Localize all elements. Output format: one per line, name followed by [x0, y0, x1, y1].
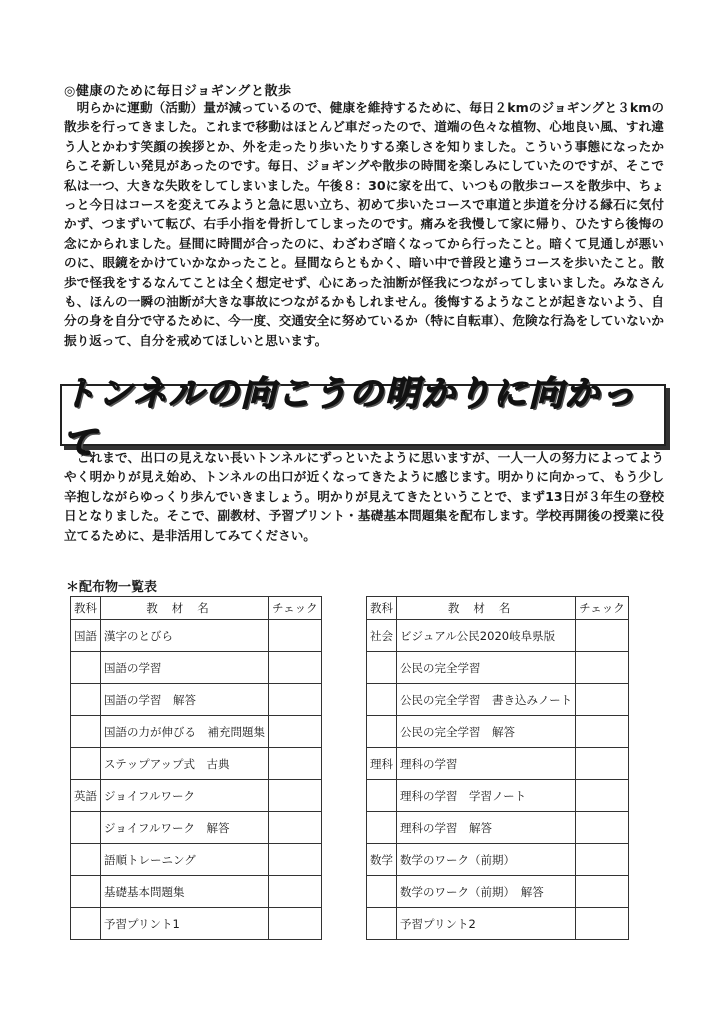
subject-cell [71, 844, 101, 876]
material-cell: 国語の力が伸びる 補充問題集 [101, 716, 269, 748]
table-row [367, 748, 629, 780]
subject-cell [71, 716, 101, 748]
header-material: 教材名 [101, 597, 269, 620]
subject-cell [71, 684, 101, 716]
tunnel-paragraph: これまで、出口の見えない長いトンネルにずっといたように思いますが、一人一人の努力によってようやく明かりが見え始め、トンネルの出口が近くなってきたように感じます。明かりに向かって、もう少し辛抱しながらゆっくり歩んでいきましょう。明かりが見えてきたということで、まず13日が３年生の登校日となりました。そこで、副教材、予習プリント・基礎基本問題集を配布します。学校再開後の授業に役立てるために、是非活用してみてください。 [64, 450, 664, 543]
check-cell[interactable] [269, 748, 322, 780]
material-cell: 公民の完全学習 解答 [397, 716, 576, 748]
table-row [71, 876, 322, 908]
banner-box [60, 374, 666, 463]
subject-cell: 国語 [71, 620, 101, 652]
material-cell: 語順トレーニング [101, 844, 269, 876]
material-cell: 国語の学習 [101, 652, 269, 684]
table-row [367, 876, 629, 908]
distribution-table-left [70, 596, 322, 940]
distribution-list-heading: ＊配布物一覧表 [66, 580, 158, 595]
table-row [71, 716, 322, 748]
check-cell[interactable] [269, 716, 322, 748]
check-cell[interactable] [576, 876, 629, 908]
check-cell[interactable] [576, 716, 629, 748]
table-row [71, 620, 322, 652]
subject-cell: 社会 [367, 620, 397, 652]
material-cell: ジョイフルワーク 解答 [101, 812, 269, 844]
subject-cell [367, 684, 397, 716]
check-cell[interactable] [576, 780, 629, 812]
material-cell: 国語の学習 解答 [101, 684, 269, 716]
subject-cell [367, 652, 397, 684]
subject-cell: 数学 [367, 844, 397, 876]
check-cell[interactable] [269, 780, 322, 812]
subject-cell [367, 812, 397, 844]
table-row [71, 812, 322, 844]
check-cell[interactable] [576, 620, 629, 652]
table-row [367, 620, 629, 652]
material-cell: 予習プリント1 [101, 908, 269, 940]
check-cell[interactable] [576, 908, 629, 940]
material-cell: ジョイフルワーク [101, 780, 269, 812]
table-row [71, 780, 322, 812]
table-row [71, 748, 322, 780]
table-row [367, 812, 629, 844]
subject-cell: 英語 [71, 780, 101, 812]
header-check: チェック [576, 597, 629, 620]
check-cell[interactable] [269, 844, 322, 876]
table-header-row [71, 597, 322, 620]
material-cell: 基礎基本問題集 [101, 876, 269, 908]
header-check: チェック [269, 597, 322, 620]
table-row [71, 844, 322, 876]
table-header-row [367, 597, 629, 620]
table-row [367, 652, 629, 684]
material-cell: 理科の学習 学習ノート [397, 780, 576, 812]
material-cell: 理科の学習 [397, 748, 576, 780]
material-cell: 漢字のとびら [101, 620, 269, 652]
check-cell[interactable] [269, 652, 322, 684]
subject-cell [367, 780, 397, 812]
check-cell[interactable] [576, 844, 629, 876]
subject-cell [71, 812, 101, 844]
table-row [367, 780, 629, 812]
material-cell: 数学のワーク（前期） [397, 844, 576, 876]
subject-cell [71, 908, 101, 940]
table-row [367, 716, 629, 748]
material-cell: 理科の学習 解答 [397, 812, 576, 844]
table-row [71, 908, 322, 940]
left-table-body [71, 620, 322, 940]
material-cell: 公民の完全学習 [397, 652, 576, 684]
material-cell: ステップアップ式 古典 [101, 748, 269, 780]
check-cell[interactable] [576, 684, 629, 716]
right-table-body [367, 620, 629, 940]
check-cell[interactable] [269, 908, 322, 940]
section-heading-health: ◎健康のために毎日ジョギングと散歩 [64, 84, 292, 99]
check-cell[interactable] [269, 812, 322, 844]
header-subject: 教科 [367, 597, 397, 620]
header-subject: 教科 [71, 597, 101, 620]
check-cell[interactable] [269, 876, 322, 908]
check-cell[interactable] [576, 812, 629, 844]
check-cell[interactable] [576, 652, 629, 684]
subject-cell [71, 652, 101, 684]
check-cell[interactable] [576, 748, 629, 780]
distribution-table-right [366, 596, 629, 940]
check-cell[interactable] [269, 620, 322, 652]
header-material: 教材名 [397, 597, 576, 620]
table-row [71, 684, 322, 716]
subject-cell [367, 716, 397, 748]
subject-cell [367, 876, 397, 908]
table-row [71, 652, 322, 684]
table-row [367, 908, 629, 940]
check-cell[interactable] [269, 684, 322, 716]
table-row [367, 844, 629, 876]
health-paragraph: 明らかに運動（活動）量が減っているので、健康を維持するために、毎日２kmのジョギングと３kmの散歩を行ってきました。これまで移動はほとんど車だったので、道端の色々な植物、心地良い風、すれ違う人とかわす笑顔の挨拶とか、外を走ったり歩いたりする楽しさを知りました。こういう事態になったからこそ新しい発見があったのです。毎日、ジョギングや散歩の時間を楽しみにしていたのですが、そこで私は一つ、大きな失敗をしてしまいました。午後８：30に家を出て、いつもの散歩コースを散歩中、ちょっと今日はコースを変えてみようと急に思い立ち、初めて歩いたコースで車道と歩道を分ける縁石に気付かず、つまずいて転び、右手小指を骨折してしまったのです。痛みを我慢して家に帰り、ひたすら後悔の念にかられました。昼間に時間が合ったのに、わざわざ暗くなってから行ったこと。暗くて見通しが悪いのに、眼鏡をかけていかなかったこと。昼間ならともかく、暗い中で普段と違うコースを歩いたこと。散歩で怪我をするなんてことは全く想定せず、心にあった油断が怪我につながってしまいました。みなさんも、ほんの一瞬の油断が大きな事故につながるかもしれません。後悔するようなことが起きないよう、自分の身を自分で守るために、今一度、交通安全に努めているか（特に自転車）、危険な行為をしていないか振り返って、自分を戒めてほしいと思います。 [64, 100, 665, 348]
banner-title: トンネルの向こうの明かりに向かって [62, 374, 637, 463]
subject-cell [71, 748, 101, 780]
material-cell: 数学のワーク（前期） 解答 [397, 876, 576, 908]
table-row [367, 684, 629, 716]
subject-cell [71, 876, 101, 908]
material-cell: ビジュアル公民2020岐阜県版 [397, 620, 576, 652]
subject-cell: 理科 [367, 748, 397, 780]
material-cell: 公民の完全学習 書き込みノート [397, 684, 576, 716]
material-cell: 予習プリント2 [397, 908, 576, 940]
subject-cell [367, 908, 397, 940]
